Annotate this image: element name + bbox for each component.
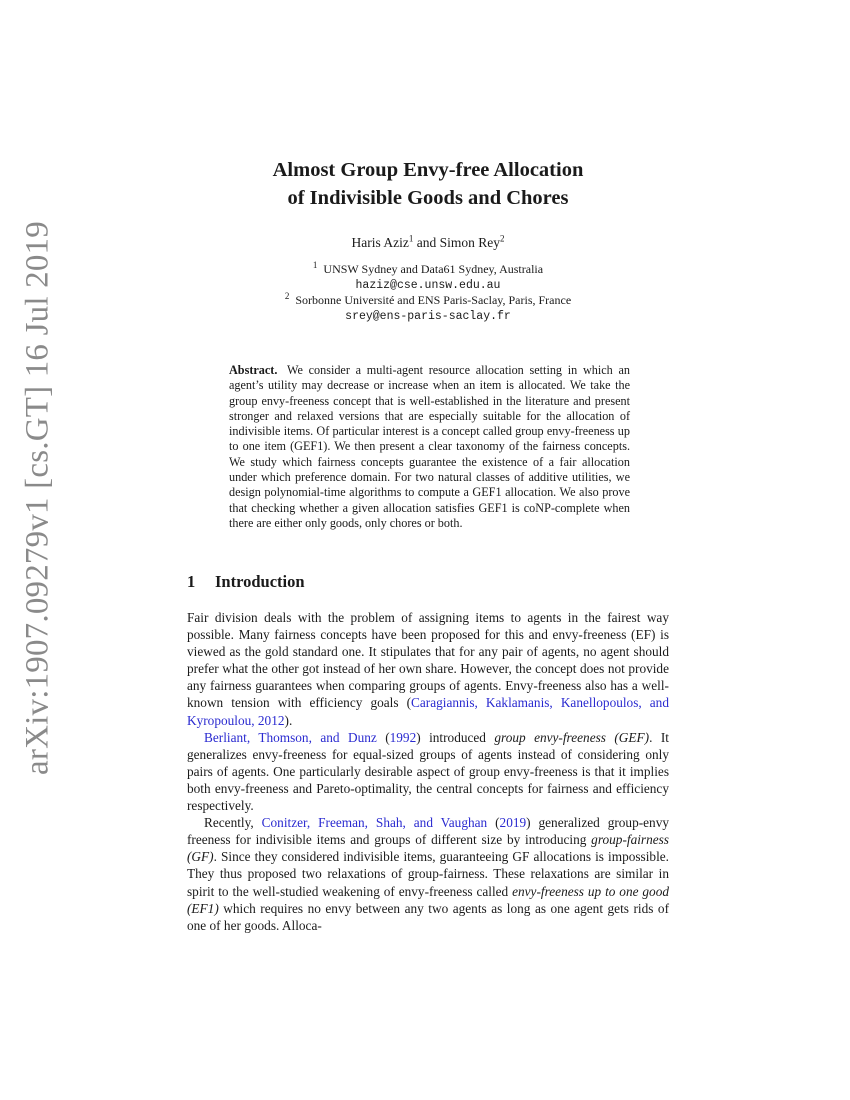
affiliation [187, 293, 669, 309]
author-email[interactable]: haziz@cse.unsw.edu.au [355, 278, 501, 292]
affiliation-name: UNSW Sydney and Data61 Sydney, Australia [323, 262, 544, 276]
paragraph [187, 609, 669, 729]
paragraph-text: ) generalized group-envy freeness for indivisible items and groups of different size by introducing [187, 815, 673, 848]
paragraph-text: ). [284, 712, 293, 728]
section-body [187, 609, 673, 934]
defined-term: envy-freeness up to one good (EF1) [187, 883, 670, 916]
paragraph-text: Recently, [204, 815, 262, 831]
arxiv-identifier: arXiv:1907.09279v1 [cs.GT] 16 Jul 2019 [19, 221, 56, 775]
paper-title [187, 156, 669, 212]
author-email[interactable]: srey@ens-paris-saclay.fr [345, 309, 511, 323]
citation-link[interactable]: Berliant, Thomson, and Dunz [204, 729, 377, 745]
abstract [229, 363, 630, 531]
paragraph-text: ( [487, 815, 500, 831]
paragraph-text: ( [376, 729, 390, 745]
affiliation-number: 1 [312, 260, 318, 270]
author-connector: and [413, 235, 440, 250]
section-heading [187, 572, 669, 592]
citation-link[interactable]: Conitzer, Freeman, Shah, and Vaughan [261, 815, 488, 831]
paragraph [187, 729, 669, 814]
author-affiliation-mark: 1 [408, 233, 414, 244]
title-line-1: Almost Group Envy-free Allocation [272, 159, 584, 181]
citation-year-link[interactable]: 1992 [389, 729, 417, 745]
affiliation [187, 262, 669, 278]
title-line-2: of Indivisible Goods and Chores [287, 187, 569, 209]
abstract-label: Abstract. [229, 363, 278, 377]
paragraph-text: ) introduced [416, 729, 495, 745]
section-number: 1 [187, 572, 196, 591]
paragraph-text: which requires no envy between any two agents as long as one agent gets rids of one of her goods. Alloca- [187, 900, 669, 933]
affiliation-number: 2 [284, 291, 290, 302]
affiliations [187, 262, 669, 324]
citation-link[interactable]: Caragiannis, Kaklamanis, Kanellopoulos, and Kyropoulou, 2012 [187, 695, 669, 728]
paragraph-text: Fair division deals with the problem of assigning items to agents in the fairest way possible. Many fairness concepts have been proposed for this and envy-freeness (EF) is viewed as the gold standard one. It stipulates that for any pair of agents, no agent should prefer what the other got instead of her own share. However, the concept does not provide any fairness guarantees when comparing groups of agents. Envy-freeness also has a well-known tension with efficiency goals ( [187, 610, 669, 711]
defined-term: group envy-freeness (GEF) [494, 729, 650, 745]
paragraph-text: . It generalizes envy-freeness for equal-sized groups of agents instead of considering only pairs of agents. One particularly desirable aspect of group envy-freeness is that it implies both envy-freeness and Pareto-optimality, the central concepts for fairness and efficiency respectively. [187, 729, 669, 814]
defined-term: group-fairness (GF) [187, 832, 669, 865]
author-list [187, 235, 669, 251]
author-affiliation-mark: 2 [500, 233, 505, 244]
author-name: Haris Aziz [351, 235, 409, 250]
citation-year-link[interactable]: 2019 [499, 815, 527, 831]
paragraph [187, 814, 673, 934]
paragraph-text: . Since they considered indivisible items, guaranteeing GF allocations is impossible. They thus proposed two relaxations of group-fairness. These relaxations are similar in spirit to the well-studied weakening of envy-freeness called [187, 849, 673, 899]
arxiv-side-stamp [19, 221, 56, 775]
section-title: Introduction [215, 572, 305, 591]
author-name: Simon Rey [439, 235, 500, 250]
abstract-text: We consider a multi-agent resource allocation setting in which an agent’s utility may decrease or increase when an item is allocated. We take the group envy-freeness concept that is well-established in the literature and present stronger and relaxed versions that are especially suitable for the allocation of indivisible items. Of particular interest is a concept called group envy-freeness up to one item (GEF1). We then present a clear taxonomy of the fairness concepts. We study which fairness concepts guarantee the existence of a fair allocation under which preference domain. For two natural classes of additive utilities, we design polynomial-time algorithms to compute a GEF1 allocation. We also prove that checking whether a given allocation satisfies GEF1 is coNP-complete when there are either only goods, only chores or both. [229, 363, 630, 530]
affiliation-name: Sorbonne Université and ENS Paris-Saclay, Paris, France [295, 293, 572, 308]
